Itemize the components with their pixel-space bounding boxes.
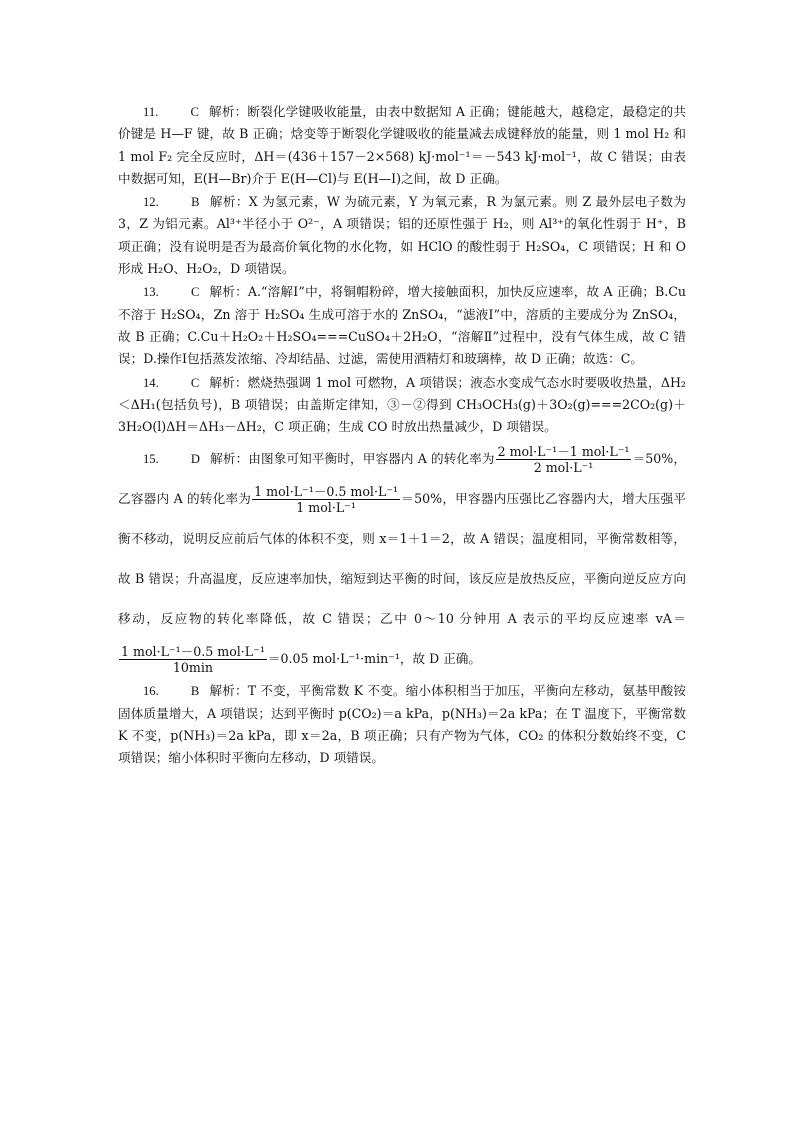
question-number: 12.	[143, 195, 159, 210]
answer-choice: C	[190, 375, 200, 390]
question-number: 14.	[143, 375, 159, 390]
fraction-numerator: 2 mol·L⁻¹－1 mol·L⁻¹	[497, 444, 630, 460]
fraction-numerator: 1 mol·L⁻¹－0.5 mol·L⁻¹	[121, 644, 265, 660]
fraction-denominator: 10min	[172, 660, 213, 676]
explanation-text: 解析：X 为氢元素，W 为硫元素，Y 为氧元素，R 为氯元素。则 Z 最外层电子数为 3，Z 为铝元素。Al³⁺半径小于 O²⁻，A 项错误；铝的还原性强于 H₂，则 Al³⁺的氧化性弱于 H⁺，B 项正确；没有说明是否为最高价氧化物的水化物，如 HClO 的酸性弱于 H₂SO₄，C 项错误；H 和 O 形成 H₂O、H₂O₂，D 项错误。	[118, 194, 686, 277]
answer-11	[118, 101, 686, 190]
question-number: 11.	[143, 105, 159, 119]
answer-choice: C	[190, 285, 200, 300]
explanation-text: ＝50%，甲容器内压强比乙容器内大，增大压强平衡不移动，说明反应前后气体的体积不变，则 x＝1＋1＝2，故 A 错误；温度相同，平衡常数相等，故 B 错误；升高温度，反应速率加快，缩短到达平衡的时间，该反应是放热反应，平衡向逆反应方向移动，反应物的转化率降低，故 C 错误；乙中 0～10 分钟用 A 表示的平均反应速率 vA＝	[118, 491, 686, 627]
answer-16	[118, 680, 686, 769]
answer-content	[118, 101, 686, 771]
question-number: 15.	[143, 452, 159, 467]
question-number: 13.	[143, 285, 159, 300]
explanation-text: ＝50%，	[632, 451, 686, 467]
answer-12	[118, 191, 686, 280]
explanation-text: 解析：T 不变，平衡常数 K 不变。缩小体积相当于加压，平衡向左移动，氨基甲酸铵固体质量增大，A 项错误；达到平衡时 p(CO₂)＝a kPa，p(NH₃)＝2a kPa；在 T 温度下，平衡常数 K 不变，p(NH₃)＝2a kPa，即 x＝2a，B 项正确；只有产物为气体，CO₂ 的体积分数始终不变，C 项错误；缩小体积时平衡向左移动，D 项错误。	[118, 683, 686, 766]
answer-15	[118, 439, 686, 679]
fraction-conversion-b	[252, 484, 400, 515]
explanation-text: ＝0.05 mol·L⁻¹·min⁻¹，故 D 正确。	[267, 651, 481, 667]
explanation-text: 乙容器内 A 的转化率为	[118, 491, 252, 507]
fraction-numerator: 1 mol·L⁻¹－0.5 mol·L⁻¹	[254, 484, 399, 500]
answer-choice: B	[191, 195, 200, 210]
fraction-denominator: 2 mol·L⁻¹	[533, 460, 594, 476]
explanation-text: 解析：由图象可知平衡时，甲容器内 A 的转化率为	[210, 451, 495, 467]
answer-choice: D	[190, 452, 200, 467]
fraction-rate	[119, 644, 267, 675]
fraction-conversion-a	[496, 444, 632, 475]
question-number: 16.	[143, 684, 159, 699]
answer-choice: B	[190, 684, 200, 699]
explanation-text: 解析：A.“溶解Ⅰ”中，将铜帽粉碎，增大接触面积，加快反应速率，故 A 正确；B.Cu 不溶于 H₂SO₄，Zn 溶于 H₂SO₄ 生成可溶于水的 ZnSO₄，“滤液Ⅰ”中，溶质的主要成分为 ZnSO₄，故 B 正确；C.Cu＋H₂O₂＋H₂SO₄===CuSO₄＋2H₂O，“溶解Ⅱ”过程中，没有气体生成，故 C 错误；D.操作Ⅰ包括蒸发浓缩、冷却结晶、过滤，需使用酒精灯和玻璃棒，故 D 正确；故选：C。	[118, 284, 686, 367]
explanation-text: 解析：燃烧热强调 1 mol 可燃物，A 项错误；液态水变成气态水时要吸收热量，ΔH₂＜ΔH₁(包括负号)，B 项错误；由盖斯定律知，③－②得到 CH₃OCH₃(g)＋3O₂(g)===2CO₂(g)＋3H₂O(l)ΔH＝ΔH₃－ΔH₂，C 项正确；生成 CO 时放出热量减少，D 项错误。	[118, 374, 686, 435]
fraction-denominator: 1 mol·L⁻¹	[296, 500, 356, 516]
answer-13	[118, 281, 686, 370]
explanation-text: 解析：断裂化学键吸收能量，由表中数据知 A 正确；键能越大，越稳定，最稳定的共价键是 H—F 键，故 B 正确；焓变等于断裂化学键吸收的能量减去成键释放的能量，则 1 mol H₂ 和 1 mol F₂ 完全反应时，ΔH＝(436＋157－2×568) kJ·mol⁻¹＝－543 kJ·mol⁻¹，故 C 错误；由表中数据可知，E(H—Br)介于 E(H—Cl)与 E(H—I)之间，故 D 正确。	[118, 104, 686, 186]
answer-14	[118, 372, 686, 439]
answer-choice: C	[190, 105, 199, 119]
